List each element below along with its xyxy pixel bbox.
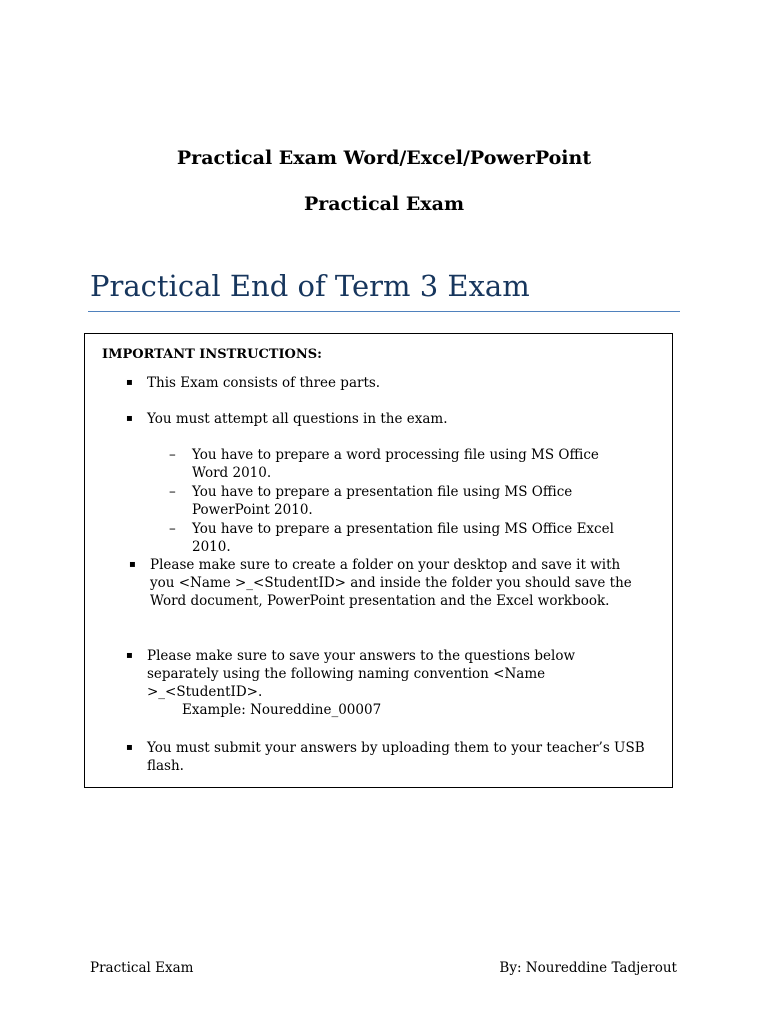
example-text: Example: Noureddine_00007 <box>182 702 382 718</box>
list-item <box>129 556 635 610</box>
sub-list-item <box>169 520 652 556</box>
bullet-icon: ▪ <box>129 559 136 570</box>
document-subtitle: Practical Exam <box>303 193 465 215</box>
list-item-text: You must attempt all questions in the exam. <box>147 411 448 427</box>
sub-list-item-text: You have to prepare a presentation file using MS Office PowerPoint 2010. <box>192 484 573 518</box>
sub-list-item <box>169 483 632 519</box>
dash-icon: – <box>169 521 176 537</box>
list-item-text: This Exam consists of three parts. <box>147 375 381 391</box>
sub-list-item-text: You have to prepare a presentation file using MS Office Excel 2010. <box>192 521 614 555</box>
document-title: Practical Exam Word/Excel/PowerPoint <box>176 147 592 169</box>
footer-author: By: Noureddine Tadjerout <box>499 960 677 976</box>
sub-list-item-text: You have to prepare a word processing file using MS Office Word 2010. <box>192 447 599 481</box>
list-item <box>126 374 647 392</box>
section-heading: Practical End of Term 3 Exam <box>90 269 530 303</box>
bullet-icon: ▪ <box>126 377 133 388</box>
instructions-title: IMPORTANT INSTRUCTIONS: <box>102 347 322 362</box>
list-item <box>126 410 647 428</box>
dash-icon: – <box>169 484 176 500</box>
bullet-icon: ▪ <box>126 742 133 753</box>
instructions-box <box>84 333 673 788</box>
bullet-icon: ▪ <box>126 650 133 661</box>
list-item-text: Please make sure to create a folder on your desktop and save it with you <Name >_<StudentID> and inside the folder you should save the Word document, PowerPoint presentation and the Excel workbook. <box>150 557 632 609</box>
heading-underline <box>88 311 680 312</box>
dash-icon: – <box>169 447 176 463</box>
list-item-text: You must submit your answers by uploading them to your teacher’s USB flash. <box>147 740 645 774</box>
footer-title: Practical Exam <box>90 960 194 976</box>
list-item <box>126 739 647 775</box>
list-item-text: Please make sure to save your answers to the questions below separately using the following naming convention <Name >_<StudentID>. <box>147 648 576 700</box>
list-item <box>126 647 647 701</box>
sub-list-item <box>169 446 632 482</box>
bullet-icon: ▪ <box>126 413 133 424</box>
